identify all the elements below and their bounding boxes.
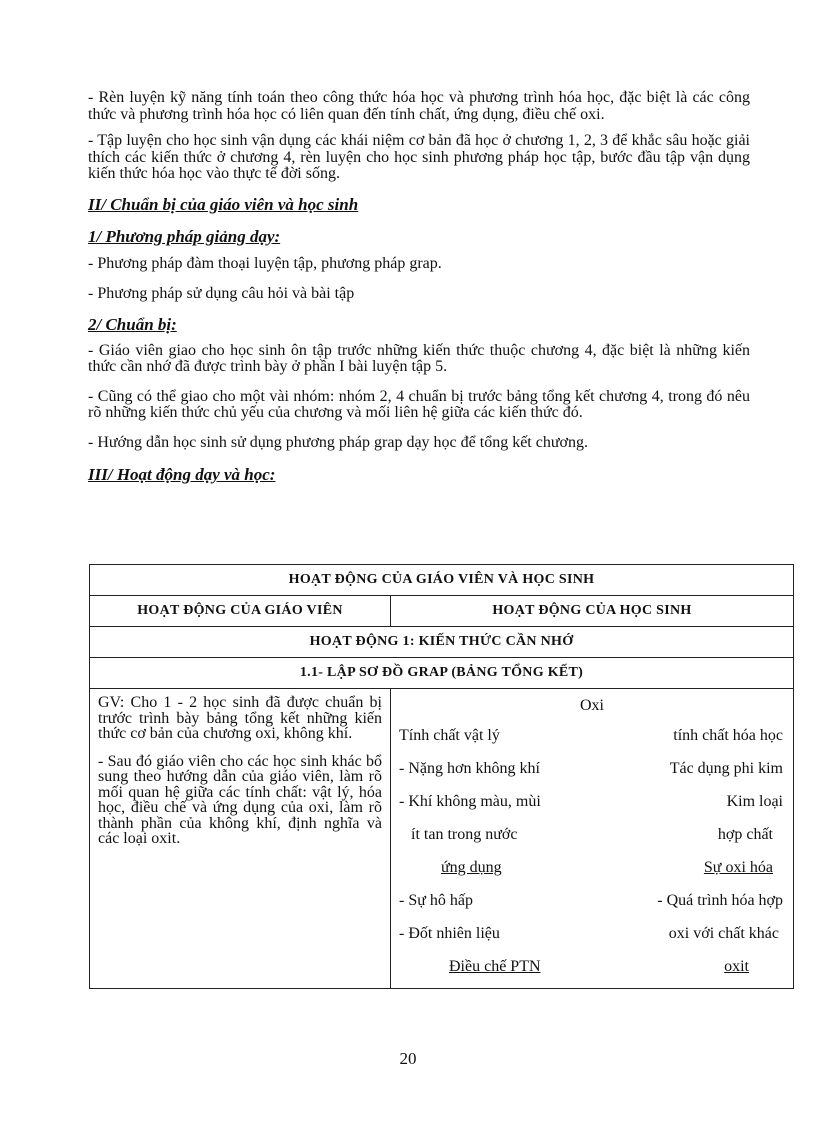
column-header-student: HOẠT ĐỘNG CỦA HỌC SINH bbox=[391, 596, 794, 627]
diagram-left: - Khí không màu, mùi bbox=[399, 793, 541, 810]
list-item: - Hướng dẫn học sinh sử dụng phương pháp grap dạy học để tổng kết chương. bbox=[88, 433, 588, 451]
subsection-heading-2: 2/ Chuẩn bị: bbox=[88, 314, 177, 334]
diagram-right: oxi với chất khác bbox=[668, 925, 779, 942]
list-item: - Phương pháp đàm thoại luyện tập, phương pháp grap. bbox=[88, 254, 442, 272]
diagram-right: tính chất hóa học bbox=[673, 727, 783, 744]
diagram-right: Sự oxi hóa bbox=[703, 859, 773, 876]
diagram-right: Tác dụng phi kim bbox=[669, 760, 783, 777]
diagram-row bbox=[391, 727, 793, 760]
section-heading-2: II/ Chuẩn bị của giáo viên và học sinh bbox=[88, 194, 359, 214]
activity-table bbox=[89, 564, 794, 989]
list-item: - Cũng có thể giao cho một vài nhóm: nhóm 2, 4 chuẩn bị trước bảng tổng kết chương 4, trong đó nêu rõ những kiến thức chủ yếu của chương và mối liên hệ giữa các kiến thức đó. bbox=[88, 387, 750, 421]
diagram-left: - Nặng hơn không khí bbox=[399, 760, 540, 777]
paragraph: - Rèn luyện kỹ năng tính toán theo công thức hóa học và phương trình hóa học, đặc biệt là các công thức và phương trình hóa học có liên quan đến tính chất, ứng dụng, điều chế oxi. bbox=[88, 89, 750, 123]
diagram-row bbox=[391, 892, 793, 925]
list-item: - Giáo viên giao cho học sinh ôn tập trước những kiến thức thuộc chương 4, đặc biệt là những kiến thức cần nhớ đã được trình bày ở phần I bài luyện tập 5. bbox=[88, 341, 750, 375]
diagram-row bbox=[391, 760, 793, 793]
teacher-activity-cell bbox=[90, 689, 391, 989]
diagram-left: - Đốt nhiên liệu bbox=[399, 925, 500, 942]
diagram-row bbox=[391, 958, 793, 988]
diagram-title: Oxi bbox=[580, 697, 604, 714]
column-header-teacher: HOẠT ĐỘNG CỦA GIÁO VIÊN bbox=[90, 596, 391, 627]
diagram-row bbox=[391, 793, 793, 826]
page-number: 20 bbox=[399, 1049, 417, 1068]
diagram-right: oxit bbox=[724, 958, 749, 975]
diagram-left: ít tan trong nước bbox=[411, 826, 518, 843]
diagram-right: Kim loại bbox=[726, 793, 783, 810]
diagram-right: - Quá trình hóa hợp bbox=[657, 892, 783, 909]
activity-title: HOẠT ĐỘNG 1: KIẾN THỨC CẦN NHỚ bbox=[90, 627, 794, 658]
diagram-left: Tính chất vật lý bbox=[399, 727, 500, 744]
diagram-left: - Sự hô hấp bbox=[399, 892, 473, 909]
paragraph: - Tập luyện cho học sinh vận dụng các khái niệm cơ bản đã học ở chương 1, 2, 3 để khắc sâu hoặc giải thích các kiến thức ở chương 4, rèn luyện cho học sinh phương pháp học tập, bước đầu tập vận dụng kiến thức hóa học vào thực tế đời sống. bbox=[88, 132, 750, 182]
teacher-text: - Sau đó giáo viên cho các học sinh khác bổ sung theo hướng dẫn của giáo viên, làm rõ mối quan hệ giữa các tính chất: vật lý, hóa học, điều chế và ứng dụng của oxi, làm rõ thành phần của không khí, định nghĩa và các loại oxit. bbox=[98, 752, 382, 847]
sub-activity-title: 1.1- LẬP SƠ ĐỒ GRAP (BẢNG TỔNG KẾT) bbox=[90, 658, 794, 689]
diagram-row bbox=[391, 859, 793, 892]
diagram-right: hợp chất bbox=[717, 826, 773, 843]
subsection-heading-1: 1/ Phương pháp giảng dạy: bbox=[88, 226, 281, 246]
teacher-text: GV: Cho 1 - 2 học sinh đã được chuẩn bị trước trình bày bảng tổng kết những kiến thức cơ bản của chương oxi, không khí. bbox=[98, 694, 382, 742]
diagram-row bbox=[391, 826, 793, 859]
diagram-row bbox=[391, 925, 793, 958]
page-body bbox=[88, 90, 750, 493]
diagram-left: ứng dụng bbox=[441, 859, 502, 876]
table-header: HOẠT ĐỘNG CỦA GIÁO VIÊN VÀ HỌC SINH bbox=[90, 565, 794, 596]
section-heading-3: III/ Hoạt động dạy và học: bbox=[88, 465, 276, 484]
list-item: - Phương pháp sử dụng câu hỏi và bài tập bbox=[88, 284, 355, 302]
diagram-left: Điều chế PTN bbox=[449, 958, 541, 975]
student-activity-cell bbox=[391, 689, 794, 989]
